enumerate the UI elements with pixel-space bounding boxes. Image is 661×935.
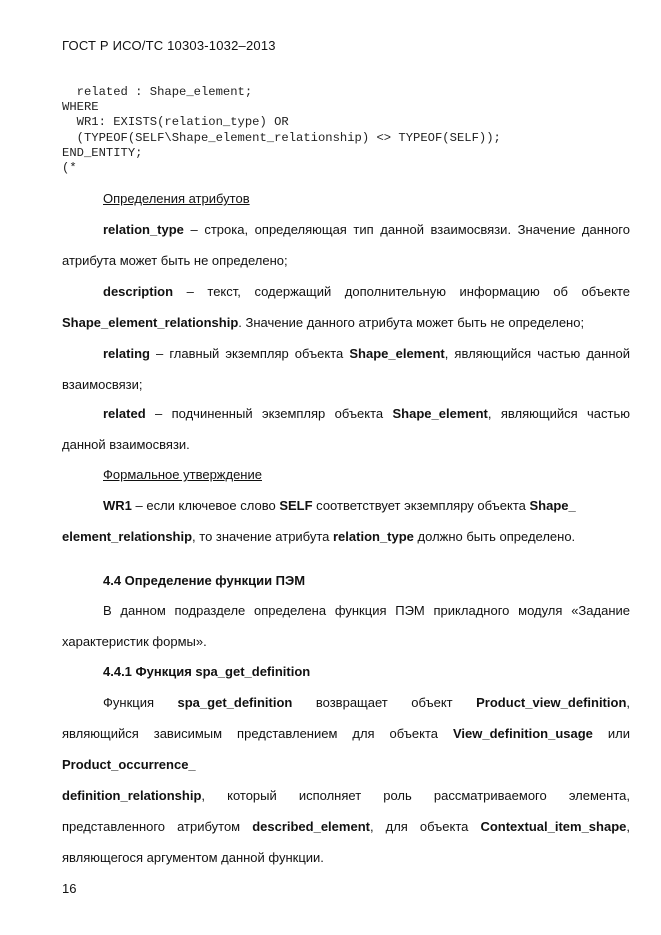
text: – если ключевое слово — [131, 498, 280, 513]
code-line: related : Shape_element; — [62, 85, 253, 99]
code-line: (TYPEOF(SELF\Shape_element_relationship) <> TYPEOF(SELF)); — [62, 130, 501, 145]
text: соответствует экземпляру объекта — [312, 498, 530, 513]
text: возвращает объект — [292, 695, 477, 710]
term: WR1 — [103, 498, 132, 513]
text: , являющийся частью данной взаимосвязи. — [62, 406, 630, 452]
text: , то значение атрибута — [192, 529, 333, 544]
term: spa_get_definition — [177, 695, 293, 710]
text: – подчиненный экземпляр объекта — [145, 406, 393, 421]
term: described_element — [252, 819, 370, 834]
code-line: WR1: EXISTS(relation_type) OR — [62, 115, 289, 130]
attr-description — [62, 276, 630, 338]
express-code-block — [62, 85, 501, 176]
term: SELF — [279, 498, 313, 513]
code-line: (* — [62, 161, 77, 176]
text: , являющийся зависимым представлением для объекта — [62, 695, 631, 741]
text: – текст, содержащий дополнительную информацию об объекте — [173, 284, 630, 299]
code-line: END_ENTITY; — [62, 145, 143, 160]
term: relation_type — [103, 222, 184, 237]
section-4-4-heading: 4.4 Определение функции ПЭМ — [103, 573, 306, 588]
section-4-4-text — [62, 595, 630, 657]
attr-relation-type — [62, 214, 630, 276]
text: , для объекта — [369, 819, 481, 834]
term: Shape_ — [529, 498, 576, 513]
term: Contextual_item_shape — [480, 819, 627, 834]
code-line: WHERE — [62, 100, 99, 115]
term: Product_view_definition — [476, 695, 627, 710]
formal-section-title: Формальное утверждение — [103, 467, 262, 482]
term: relating — [103, 346, 150, 361]
term: relation_type — [333, 529, 414, 544]
text: , являющийся частью данной взаимосвязи; — [62, 346, 630, 392]
text: должно быть определено. — [413, 529, 576, 544]
section-4-4-1-heading: 4.4.1 Функция spa_get_definition — [103, 664, 311, 679]
page-number: 16 — [62, 881, 77, 896]
text: , являющегося аргументом данной функции. — [62, 819, 630, 865]
section-4-4-1-text — [62, 687, 630, 873]
term: element_relationship — [62, 529, 193, 544]
term: related — [103, 406, 146, 421]
text: . Значение данного атрибута может быть не определено; — [238, 315, 585, 330]
text: – строка, определяющая тип данной взаимосвязи. Значение данного атрибута может быть не определено; — [62, 222, 630, 268]
term: Shape_element — [349, 346, 445, 361]
term: definition_relationship — [62, 788, 202, 803]
text: , который исполняет роль рассматриваемого элемента, представленного атрибутом — [62, 788, 630, 834]
attr-relating — [62, 338, 630, 400]
term: Shape_element_relationship — [62, 315, 239, 330]
text: В данном подразделе определена функция ПЭМ прикладного модуля «Задание характеристик формы». — [62, 603, 630, 649]
text: Функция — [103, 695, 178, 710]
attributes-section-title: Определения атрибутов — [103, 191, 250, 206]
text: – главный экземпляр объекта — [149, 346, 350, 361]
attr-related — [62, 398, 630, 460]
text: или — [592, 726, 630, 741]
term: View_definition_usage — [453, 726, 593, 741]
document-header: ГОСТ Р ИСО/ТС 10303-1032–2013 — [62, 38, 276, 53]
term: description — [103, 284, 174, 299]
formal-rule-wr1 — [62, 490, 630, 552]
term: Shape_element — [392, 406, 488, 421]
term: Product_occurrence_ — [62, 757, 196, 772]
